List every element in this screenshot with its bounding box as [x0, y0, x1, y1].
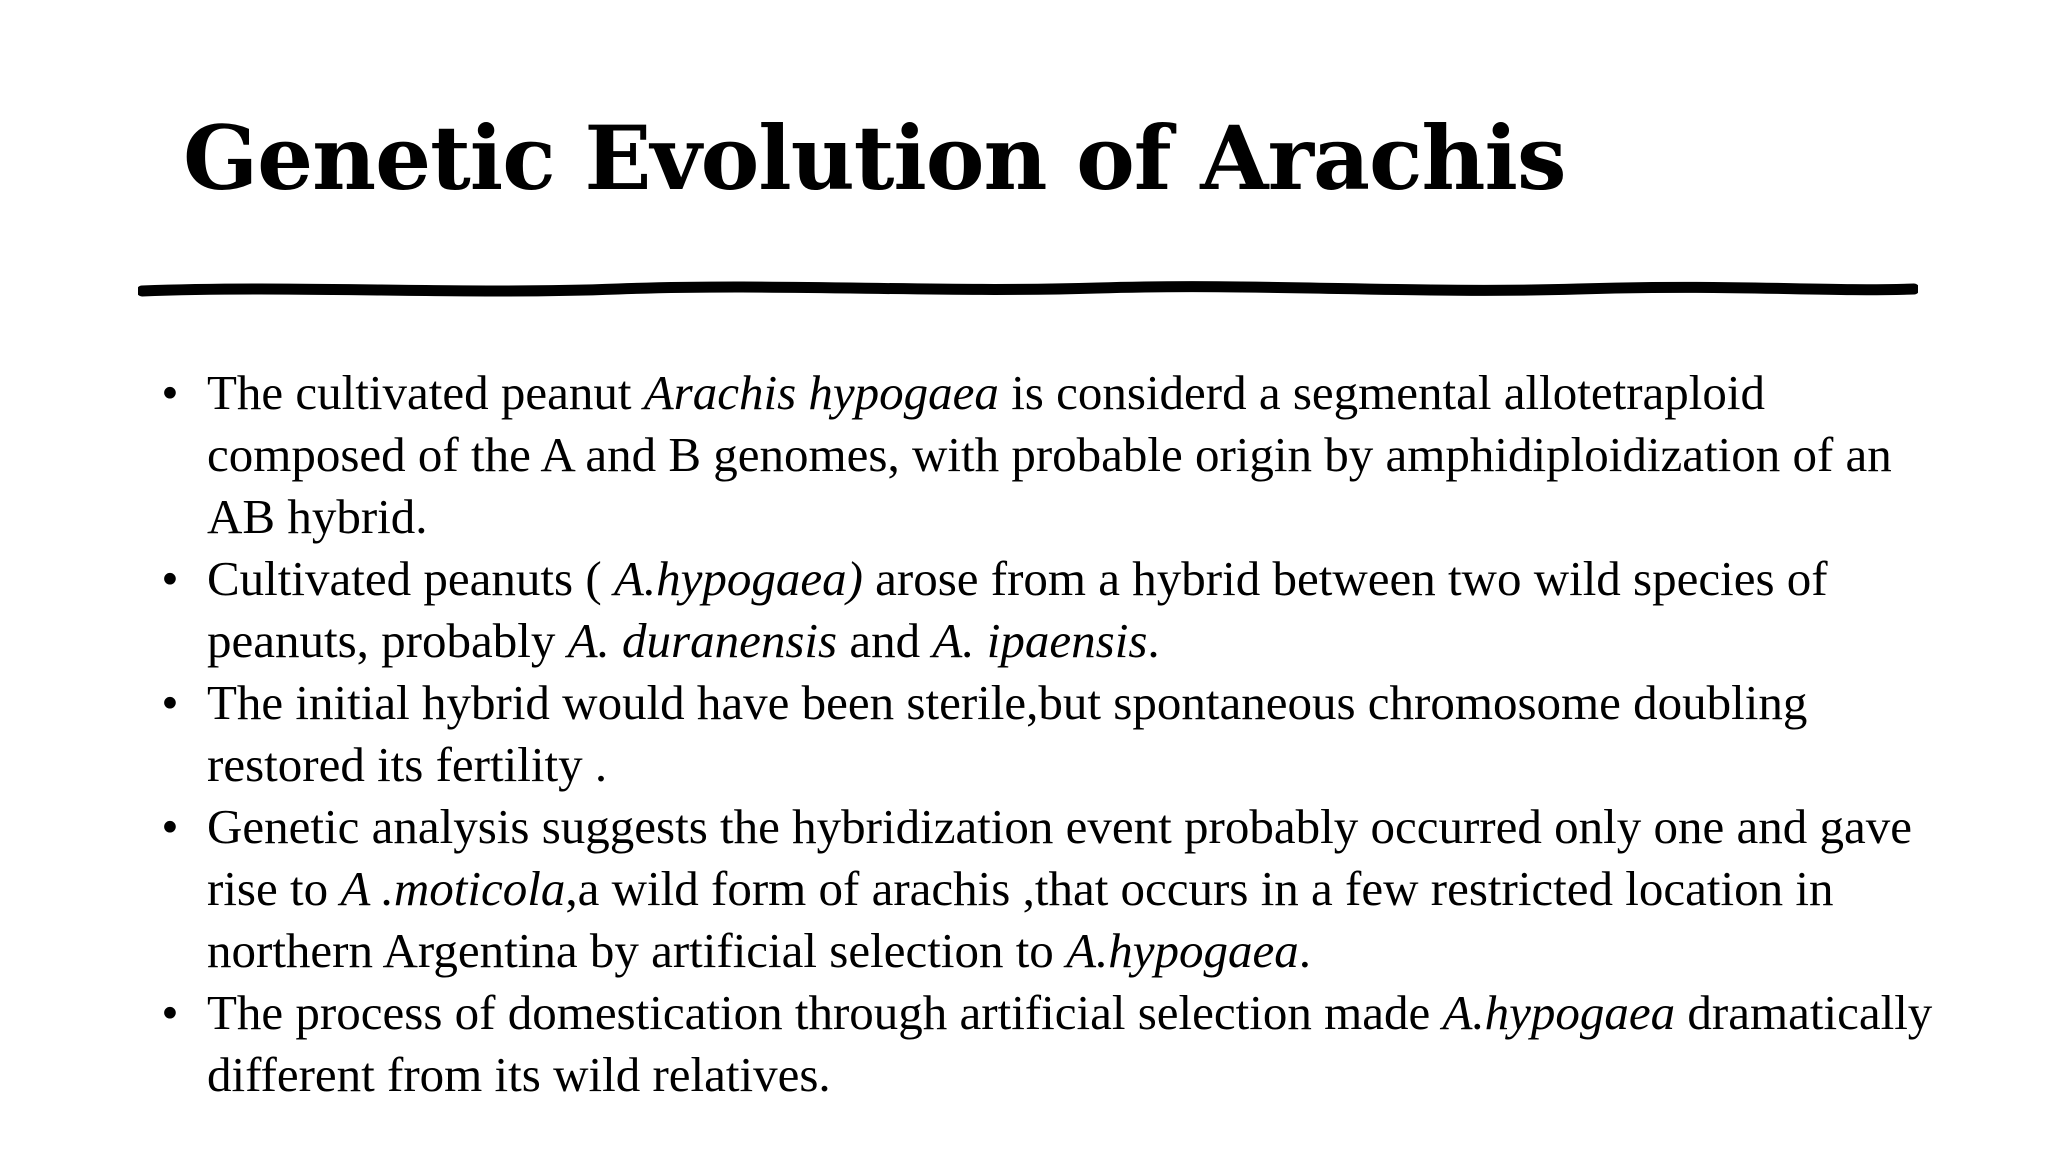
bullet-text: . [1298, 923, 1311, 978]
species-name: A.hypogaea) [613, 551, 863, 606]
bullet-list [155, 362, 1935, 1106]
bullet-text: The cultivated peanut [207, 365, 644, 420]
bullet-marker: • [161, 551, 179, 606]
bullet-text: The initial hybrid would have been sterile,but spontaneous chromosome doubling restored its fertility . [207, 675, 1808, 792]
bullet-marker: • [161, 365, 179, 420]
bullet-item [155, 362, 1935, 548]
bullet-text: is considerd a segmental allotetraploid composed of the A and B genomes, with probable origin by amphidiploidization of an AB hybrid. [207, 365, 1892, 544]
bullet-item [155, 548, 1935, 672]
species-name: A .moticola [340, 861, 566, 916]
species-name: A.hypogaea [1442, 985, 1676, 1040]
bullet-text: Cultivated peanuts ( [207, 551, 614, 606]
bullet-text: arose from a hybrid between two wild species of peanuts, probably [207, 551, 1828, 668]
species-name: A. ipaensis [932, 613, 1148, 668]
species-name: A.hypogaea [1066, 923, 1299, 978]
slide-title: Genetic Evolution of Arachis [183, 106, 1566, 210]
bullet-text: . [1147, 613, 1160, 668]
bullet-text: The process of domestication through artificial selection made [207, 985, 1443, 1040]
species-name: A. duranensis [567, 613, 838, 668]
bullet-text: dramatically different from its wild relatives. [207, 985, 1933, 1102]
bullet-marker: • [161, 675, 179, 730]
bullet-marker: • [161, 985, 179, 1040]
bullet-item [155, 796, 1935, 982]
bullet-text: and [837, 613, 933, 668]
title-divider [138, 270, 1918, 310]
bullet-text: Genetic analysis suggests the hybridization event probably occurred only one and gave rise to [207, 799, 1912, 916]
species-name: Arachis hypogaea [643, 365, 999, 420]
bullet-text: ,a wild form of arachis ,that occurs in a few restricted location in northern Argentina by artificial selection to [207, 861, 1834, 978]
bullet-item [155, 672, 1935, 796]
bullet-item [155, 982, 1935, 1106]
bullet-marker: • [161, 799, 179, 854]
